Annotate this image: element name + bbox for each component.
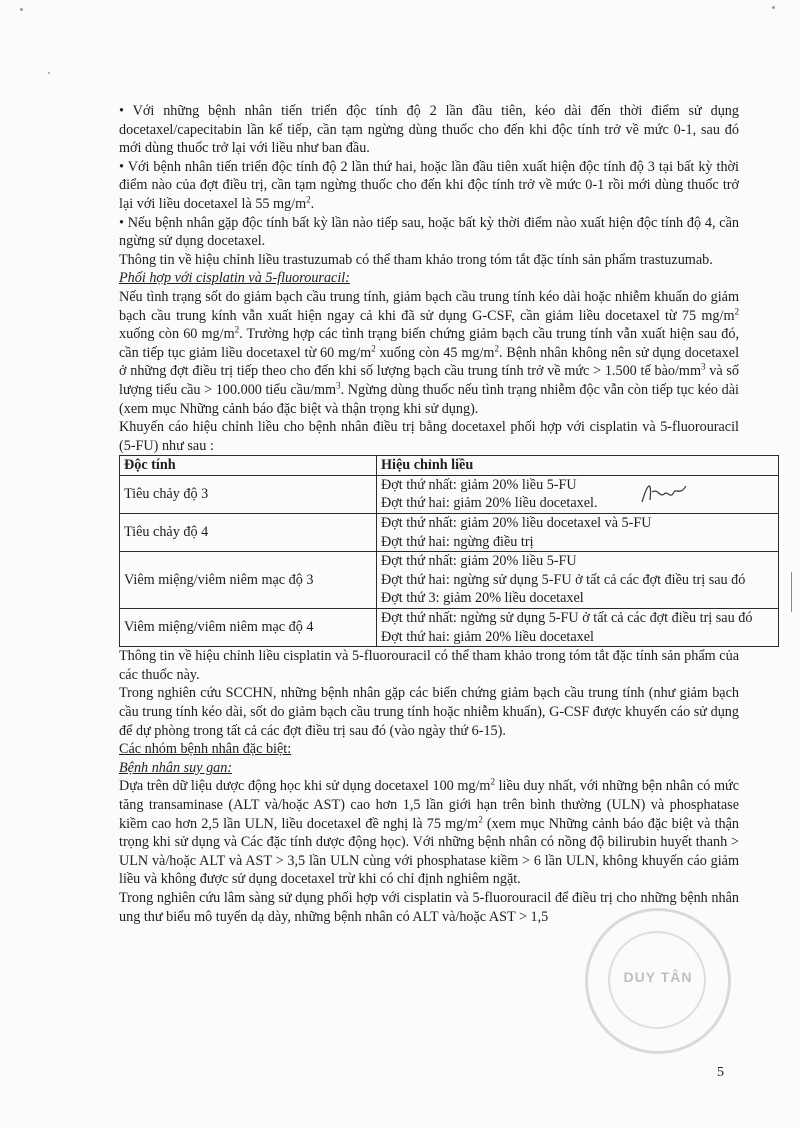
adjustment-cell: Đợt thứ nhất: giảm 20% liều 5-FU Đợt thứ hai: ngừng sử dụng 5-FU ở tất cả các đợt điều trị sau đó Đợt thứ 3: giảm 20% liều docetaxel — [377, 552, 779, 609]
table-row — [120, 514, 779, 552]
adjustment-cell: Đợt thứ nhất: giảm 20% liều docetaxel và 5-FU Đợt thứ hai: ngừng điều trị — [377, 514, 779, 552]
toxicity-cell: Viêm miệng/viêm niêm mạc độ 3 — [120, 552, 377, 609]
table-header-row — [120, 456, 779, 476]
toxicity-cell: Tiêu chảy độ 3 — [120, 475, 377, 513]
table-header-adjustment: Hiệu chỉnh liều — [377, 456, 779, 476]
recommendation-intro: Khuyến cáo hiệu chỉnh liều cho bệnh nhân điều trị bằng docetaxel phối hợp với cisplatin và 5-fluorouracil (5-FU) như sau : — [119, 419, 739, 454]
bullet-paragraph-1: • Với những bệnh nhân tiến triển độc tính độ 2 lần đầu tiên, kéo dài đến thời điểm sử dụng docetaxel/capecitabin lần kế tiếp, cần tạm ngừng dùng thuốc cho đến khi độc tính trở về mức 0-1, sau đó mới dùng thuốc trở lại với liều như ban đầu. — [119, 103, 739, 157]
scan-speck — [20, 8, 23, 11]
scan-speck — [772, 6, 775, 9]
handwritten-signature — [640, 478, 690, 508]
trastuzumab-note: Thông tin về hiệu chỉnh liều trastuzumab có thể tham khảo trong tóm tắt đặc tính sản phẩm trastuzumab. — [119, 251, 713, 268]
company-stamp: DUY TÂN — [585, 908, 731, 1054]
bullet-paragraph-3: • Nếu bệnh nhân gặp độc tính bất kỳ lần nào tiếp sau, hoặc bất kỳ thời điểm nào xuất hiện độc tính độ 4, cần ngừng sử dụng docetaxel. — [119, 214, 739, 250]
sccHN-paragraph: Trong nghiên cứu SCCHN, những bệnh nhân gặp các biến chứng giảm bạch cầu trung tính (như giảm bạch cầu trung tính kéo dài, sốt do giảm bạch cầu trung tính hoặc nhiễm khuẩn), G-CSF được khuyến cáo sử dụng để dự phòng trong tất cả các đợt điều trị sau đó (vào ngày thứ 6-15). — [119, 685, 739, 739]
neutropenia-paragraph: Nếu tình trạng sốt do giảm bạch cầu trung tính, giảm bạch cầu trung tính kéo dài hoặc nhiễm khuẩn do giảm bạch cầu trung kính vẫn xuất hiện ngay cả khi đã sử dụng G-CSF, cần giảm liều docetaxel từ 75 $mg/m^2$ xuống còn 60 $mg/m^2$. Trường hợp các tình trạng biến chứng giảm bạch cầu trung tính vẫn xuất hiện sau đó, cần tiếp tục giảm liều docetaxel từ 60 $mg/m^2$ xuống còn 45 $mg/m^2$. Bệnh nhân không nên sử dụng docetaxel ở những đợt điều trị tiếp theo cho đến khi số lượng bạch cầu trung tính trở về mức > 1.500 tế bào/$mm^3$ và số lượng tiểu cầu > 100.000 tiểu cầu/$mm^3$. Ngừng dùng thuốc nếu tình trạng nhiễm độc vẫn còn tiếp tục kéo dài (xem mục Những cảnh báo đặc biệt và thận trọng khi sử dụng). — [119, 288, 740, 417]
toxicity-cell: Viêm miệng/viêm niêm mạc độ 4 — [120, 609, 377, 647]
table-header-toxicity: Độc tính — [120, 456, 377, 476]
table-row — [120, 552, 779, 609]
gastric-paragraph: Trong nghiên cứu lâm sàng sử dụng phối hợp với cisplatin và 5-fluorouracil để điều trị cho những bệnh nhân ung thư biểu mô tuyến dạ dày, những bệnh nhân có ALT và/hoặc AST > 1,5 — [119, 889, 739, 925]
section-heading-hepatic: Bệnh nhân suy gan: — [119, 759, 233, 776]
scan-mark — [791, 572, 792, 612]
adjustment-cell: Đợt thứ nhất: ngừng sử dụng 5-FU ở tất cả các đợt điều trị sau đó Đợt thứ hai: giảm 20% liều docetaxel — [377, 609, 779, 647]
document-body — [119, 102, 753, 926]
table-row — [120, 609, 779, 647]
toxicity-cell: Tiêu chảy độ 4 — [120, 514, 377, 552]
adjustment-cell: Đợt thứ nhất: giảm 20% liều 5-FU Đợt thứ hai: giảm 20% liều docetaxel. — [377, 475, 779, 513]
section-heading-cisplatin: Phối hợp với cisplatin và 5-fluorouracil: — [119, 270, 350, 287]
cisplatin-info-paragraph: Thông tin về hiệu chỉnh liều cisplatin và 5-fluorouracil có thể tham khảo trong tóm tắt đặc tính sản phẩm của các thuốc này. — [119, 648, 739, 683]
bullet-paragraph-2: • Với bệnh nhân tiến triển độc tính độ 2 lần thứ hai, hoặc lần đầu tiên xuất hiện độc tính độ 3 tại bất kỳ thời điểm nào của đợt điều trị, cần tạm ngừng thuốc cho đến khi độc tính trở về mức 0-1 rồi mới dùng thuốc trở lại với liều docetaxel là 55 $mg/m^2$. — [119, 158, 739, 212]
section-heading-special-groups: Các nhóm bệnh nhân đặc biệt: — [119, 741, 292, 758]
hepatic-paragraph: Dựa trên dữ liệu dược động học khi sử dụng docetaxel 100 $mg/m^2$ liều duy nhất, với những bện nhân có mức tăng transaminase (ALT và/hoặc AST) cao hơn 1,5 lần giới hạn trên bình thường (ULN) và phosphatase kiềm cao hơn 2,5 lần ULN, liều docetaxel đề nghị là 75 $mg/m^2$ (xem mục Những cảnh báo đặc biệt và thận trọng khi sử dụng và Các đặc tính dược động học). Với những bệnh nhân có nồng độ bilirubin huyết thanh > ULN và/hoặc ALT và AST > 3,5 lần ULN cùng với phosphatase kiềm > 6 lần ULN, không khuyến cáo giảm liều và không được sử dụng docetaxel trừ khi có chỉ định nghiêm ngặt. — [119, 776, 739, 888]
page-number: 5 — [717, 1065, 724, 1080]
scan-speck — [48, 72, 50, 74]
